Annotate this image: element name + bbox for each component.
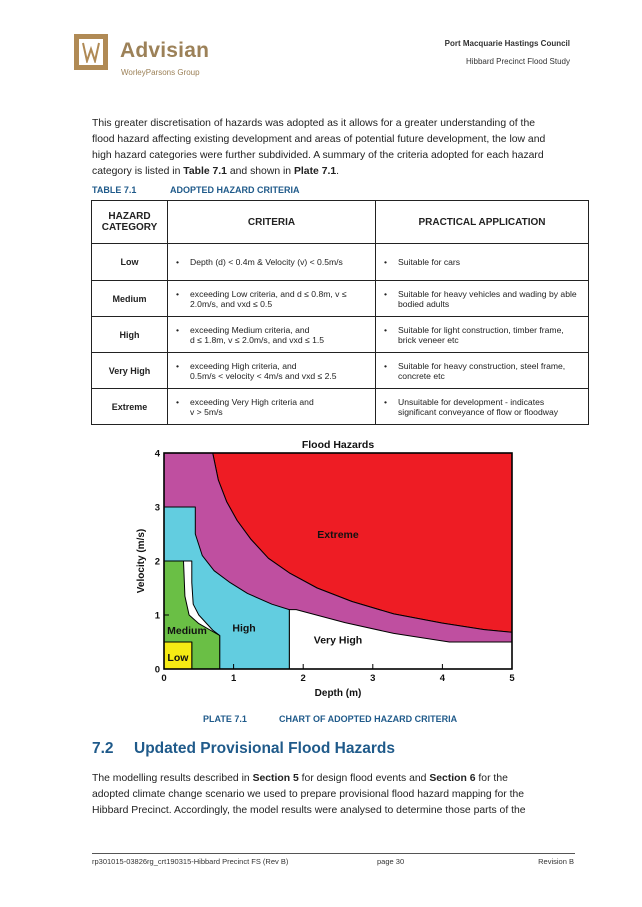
y-tick-label: 1	[154, 610, 160, 622]
header-project: Hibbard Precinct Flood Study	[465, 57, 570, 66]
chart-title: Flood Hazards	[301, 439, 375, 451]
y-tick-label: 3	[154, 502, 160, 514]
footer-page-number: page 30	[377, 857, 405, 866]
row-category: High	[92, 317, 168, 353]
footer-revision: Revision B	[538, 857, 574, 866]
body-line: The modelling results described in Section 5 for design flood events and Section 6 for the	[92, 773, 508, 784]
x-tick-label: 4	[439, 673, 446, 684]
row-criteria: • exceeding Medium criteria, and d ≤ 1.8m, v ≤ 2.0m/s, and vxd ≤ 1.5	[168, 317, 376, 353]
row-category: Extreme	[92, 389, 168, 425]
intro-line: high hazard categories were further subdivided. A summary of the criteria adopted for each hazard	[92, 150, 544, 161]
table-number: TABLE 7.1	[92, 185, 137, 195]
row-category: Medium	[92, 281, 168, 317]
row-category: Very High	[92, 353, 168, 389]
region-label-medium: Medium	[167, 625, 207, 638]
plate-ref: Plate 7.1	[293, 166, 337, 177]
table-row	[92, 353, 589, 389]
section-number: 7.2	[92, 740, 114, 757]
row-application: • Suitable for heavy vehicles and wading by able bodied adults	[376, 281, 589, 317]
region-label-extreme: Extreme	[317, 529, 359, 541]
advisian-logo-mark	[74, 34, 108, 70]
section-heading	[92, 740, 395, 758]
section-ref: Section 6	[429, 773, 476, 784]
intro-line: This greater discretisation of hazards was adopted as it allows for a greater understanding of the	[92, 118, 536, 129]
body-paragraph	[92, 771, 574, 819]
header-criteria: CRITERIA	[168, 201, 376, 244]
row-criteria: • exceeding Very High criteria and v > 5m/s	[168, 389, 376, 425]
y-tick-label: 0	[154, 664, 160, 676]
footer-divider	[92, 853, 575, 854]
table-row	[92, 389, 589, 425]
region-label-high: High	[232, 622, 256, 635]
table-ref: Table 7.1	[183, 166, 227, 177]
row-application: • Suitable for cars	[376, 244, 589, 281]
intro-line: category is listed in Table 7.1 and shown in Plate 7.1.	[92, 166, 340, 177]
y-axis-label: Velocity (m/s)	[136, 528, 147, 594]
footer-doc-ref: rp301015-03826rg_crt190315-Hibbard Precinct FS (Rev B)	[92, 857, 289, 866]
table-row	[92, 281, 589, 317]
hazard-criteria-table	[91, 200, 589, 425]
header-client: Port Macquarie Hastings Council	[444, 39, 570, 48]
table-row	[92, 244, 589, 281]
intro-line: flood hazard affecting existing development and areas of potential future development, the low and	[92, 134, 546, 145]
logo-name: Advisian	[120, 39, 210, 62]
y-tick-label: 2	[154, 556, 160, 568]
x-tick-label: 5	[509, 673, 515, 684]
row-application: • Suitable for heavy construction, steel frame, concrete etc	[376, 353, 589, 389]
table-header-row	[92, 201, 589, 244]
table-title: ADOPTED HAZARD CRITERIA	[170, 185, 300, 195]
section-ref: Section 5	[252, 773, 299, 784]
row-criteria: • exceeding Low criteria, and d ≤ 0.8m, v ≤ 2.0m/s, and vxd ≤ 0.5	[168, 281, 376, 317]
intro-paragraph	[92, 116, 574, 180]
header-practical-application: PRACTICAL APPLICATION	[376, 201, 589, 244]
row-criteria: • exceeding High criteria, and 0.5m/s < velocity < 4m/s and vxd ≤ 2.5	[168, 353, 376, 389]
row-category: Low	[92, 244, 168, 281]
row-criteria: • Depth (d) < 0.4m & Velocity (v) < 0.5m/s	[168, 244, 376, 281]
x-tick-label: 3	[370, 673, 376, 684]
section-title: Updated Provisional Flood Hazards	[134, 740, 395, 757]
x-tick-label: 2	[300, 673, 306, 684]
header-hazard-category: HAZARD CATEGORY	[92, 201, 168, 244]
region-label-very-high: Very High	[313, 634, 363, 647]
plate-number: PLATE 7.1	[203, 714, 247, 724]
x-tick-label: 1	[230, 673, 237, 684]
table-row	[92, 317, 589, 353]
y-tick-label: 4	[154, 448, 160, 460]
x-tick-label: 0	[161, 673, 167, 684]
plate-caption	[203, 714, 457, 724]
body-line: adopted climate change scenario we used to prepare provisional flood hazard mapping for the	[92, 789, 525, 800]
x-axis-label: Depth (m)	[314, 688, 362, 699]
row-application: • Unsuitable for development - indicates significant conveyance of flow or floodway	[376, 389, 589, 425]
table-caption	[92, 185, 300, 195]
plate-title: CHART OF ADOPTED HAZARD CRITERIA	[279, 714, 458, 724]
body-line: Hibbard Precinct. Accordingly, the model results were analysed to determine those parts of the	[92, 805, 526, 816]
logo-subtitle: WorleyParsons Group	[121, 68, 200, 77]
row-application: • Suitable for light construction, timber frame, brick veneer etc	[376, 317, 589, 353]
region-label-low: Low	[167, 652, 189, 665]
flood-hazards-chart	[130, 433, 530, 703]
